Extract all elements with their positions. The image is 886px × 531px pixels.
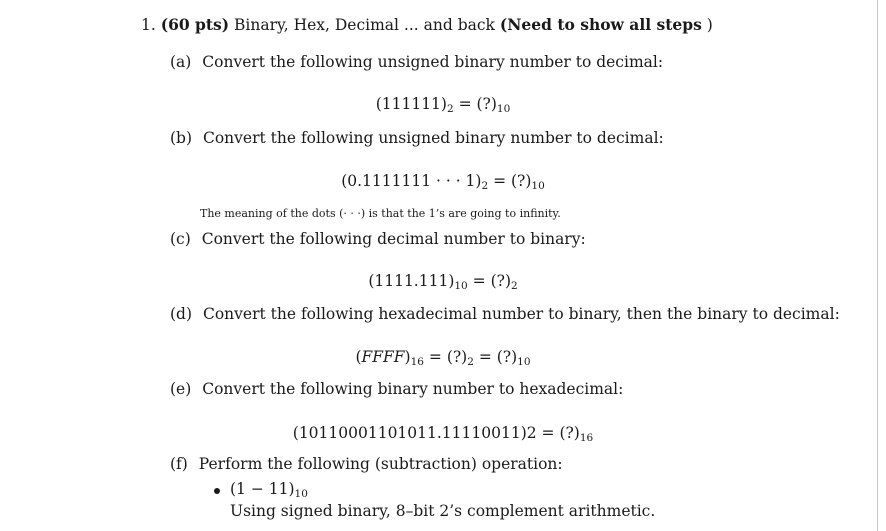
- part-a-expr: (111111): [375, 95, 447, 113]
- part-d-open: (: [355, 348, 362, 366]
- part-f-bullet-note: Using signed binary, 8–bit 2’s complement arithmetic.: [230, 502, 656, 520]
- part-b-note: The meaning of the dots (· · ·) is that the 1’s are going to infinity.: [200, 207, 561, 220]
- part-f-bullet-base: 10: [294, 488, 308, 500]
- part-a-prompt: [170, 53, 663, 71]
- part-b-expr: (0.1111111 · · · 1): [341, 172, 482, 190]
- part-a-equation: [0, 95, 886, 113]
- part-b-base2: 10: [531, 180, 545, 192]
- part-b-base1: 2: [481, 180, 489, 192]
- part-f-label: (f): [170, 455, 188, 473]
- part-e-equation: [0, 424, 886, 442]
- question-number: 1.: [141, 16, 156, 34]
- part-e-label: (e): [170, 380, 192, 398]
- part-f-prompt: [170, 455, 563, 473]
- part-a-eq: = (?): [453, 95, 497, 113]
- part-d-label: (d): [170, 305, 193, 323]
- part-d-close: ): [404, 348, 411, 366]
- part-c-base1: 10: [454, 280, 468, 292]
- part-c-equation: [0, 272, 886, 290]
- page-right-border: [877, 0, 878, 531]
- part-e-base: 16: [579, 432, 594, 444]
- part-b-label: (b): [170, 129, 193, 147]
- part-d-eq1: = (?): [423, 348, 468, 366]
- part-c-prompt: [170, 230, 586, 248]
- part-f-bullet-expr: [230, 480, 308, 498]
- part-b-text: Convert the following unsigned binary number to decimal:: [202, 129, 664, 147]
- part-e-text: Convert the following binary number to hexadecimal:: [202, 380, 624, 398]
- question-heading: [141, 15, 713, 34]
- question-note: (Need to show all steps: [499, 15, 702, 34]
- part-c-expr: (1111.111): [368, 272, 455, 290]
- part-e-prompt: [170, 380, 623, 398]
- question-note-close: ): [706, 16, 713, 34]
- part-a-label: (a): [170, 53, 192, 71]
- part-b-prompt: [170, 129, 664, 147]
- part-f-bullet-text: (1 − 11): [230, 480, 295, 498]
- part-c-text: Convert the following decimal number to binary:: [201, 230, 586, 248]
- part-d-base3: 10: [517, 356, 531, 368]
- part-c-eq: = (?): [467, 272, 511, 290]
- question-title: Binary, Hex, Decimal ... and back: [234, 16, 495, 34]
- part-d-hex: FFFF: [361, 348, 405, 366]
- part-d-text: Convert the following hexadecimal number to binary, then the binary to decimal:: [202, 305, 840, 323]
- part-a-text: Convert the following unsigned binary number to decimal:: [202, 53, 664, 71]
- question-points: (60 pts): [160, 15, 230, 34]
- part-c-label: (c): [170, 230, 191, 248]
- part-b-equation: [0, 172, 886, 190]
- part-c-base2: 2: [511, 280, 518, 292]
- part-b-eq: = (?): [488, 172, 532, 190]
- part-d-base1: 16: [410, 356, 424, 368]
- part-d-equation: [0, 348, 886, 366]
- part-a-base2: 10: [496, 103, 511, 115]
- part-d-base2: 2: [467, 356, 474, 368]
- part-a-base1: 2: [446, 103, 454, 115]
- part-d-eq2: = (?): [473, 348, 518, 366]
- part-e-expr: (10110001101011.11110011)2 = (?): [292, 424, 580, 442]
- part-f-text: Perform the following (subtraction) operation:: [198, 455, 563, 473]
- bullet-icon: [214, 488, 220, 494]
- part-d-prompt: [170, 305, 840, 323]
